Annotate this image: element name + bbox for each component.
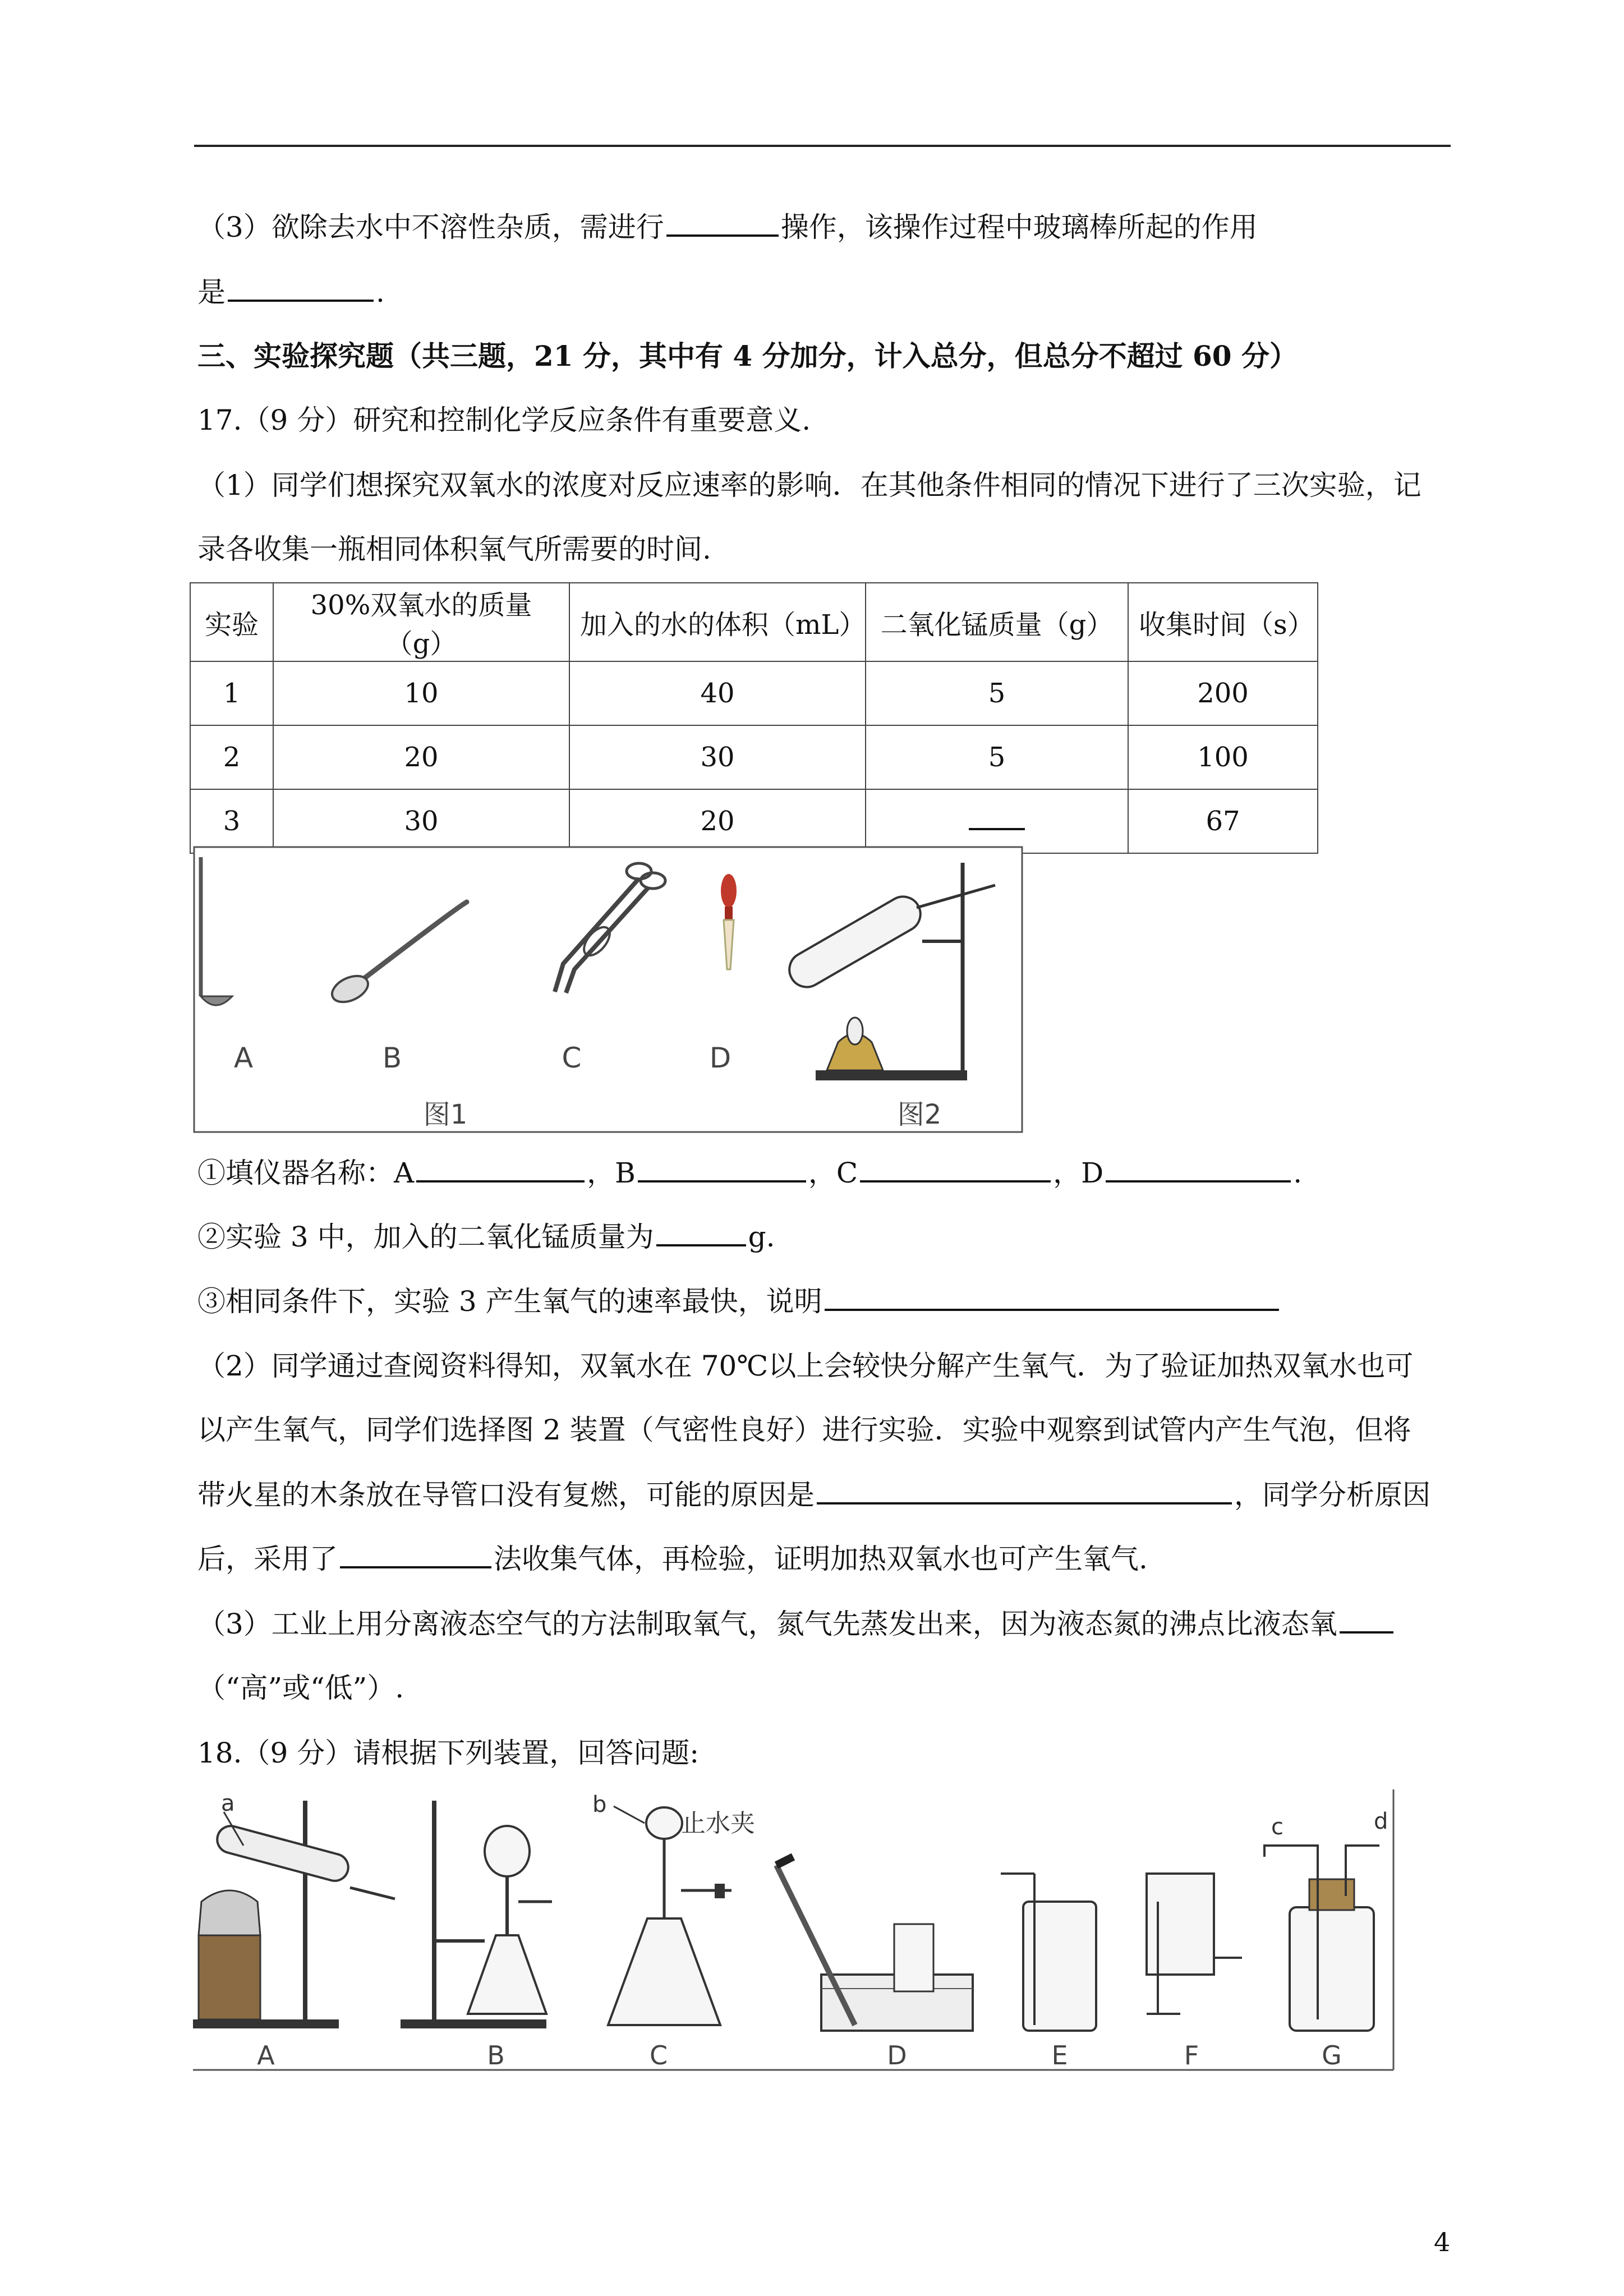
- answer-blank[interactable]: [825, 1283, 1279, 1311]
- q16-part3-line1: [197, 208, 1258, 247]
- q18-stem: 18.（9 分）请根据下列装置，回答问题:: [197, 1737, 700, 1769]
- table-cell: 2: [190, 725, 273, 789]
- table-cell: 200: [1128, 661, 1318, 725]
- table-cell: 30: [569, 725, 866, 789]
- apparatus-e-icon: [1001, 1874, 1096, 2031]
- figure-frame: [194, 847, 1022, 1132]
- text: ①填仪器名称：A: [197, 1157, 415, 1189]
- table-cell: 20: [273, 725, 569, 789]
- part-label: d: [1374, 1809, 1388, 1834]
- text: ，B: [587, 1157, 636, 1189]
- q17-p2-line3: [197, 1475, 1430, 1515]
- text: 是: [197, 276, 226, 309]
- answer-blank[interactable]: [228, 274, 374, 302]
- table-row: [190, 789, 1318, 853]
- table-cell: 5: [866, 661, 1128, 725]
- apparatus-b-icon: [401, 1801, 552, 2028]
- table-header-cell: 收集时间（s）: [1128, 583, 1318, 661]
- table-row: [190, 661, 1318, 725]
- q17-p2-line2: 以产生氧气，同学们选择图 2 装置（气密性良好）进行实验．实验中观察到试管内产生气泡，但将: [197, 1414, 1411, 1446]
- figure-label: A: [233, 1042, 254, 1074]
- figure-label: D: [709, 1042, 732, 1074]
- figure-label: D: [887, 2040, 907, 2070]
- figure-label: C: [562, 1042, 582, 1074]
- figure-label: A: [257, 2040, 275, 2070]
- apparatus-g-icon: [1264, 1809, 1388, 2031]
- text: g.: [748, 1221, 775, 1253]
- text: ，D: [1053, 1157, 1104, 1189]
- figure-label: B: [487, 2040, 505, 2070]
- q17-p1-line2: 录各收集一瓶相同体积氧气所需要的时间.: [197, 533, 711, 565]
- answer-blank[interactable]: [416, 1154, 585, 1182]
- figure-apparatus: [193, 1789, 1396, 2081]
- part-label: a: [221, 1791, 235, 1816]
- page-number: 4: [1434, 2227, 1451, 2257]
- part-label: b: [592, 1792, 607, 1818]
- answer-blank[interactable]: [666, 209, 779, 237]
- table-header-cell: 二氧化锰质量（g）: [866, 583, 1128, 661]
- answer-blank[interactable]: [1340, 1605, 1393, 1634]
- text: 后，采用了: [197, 1543, 338, 1575]
- apparatus-f-icon: [1147, 1874, 1242, 2014]
- table-header-cell: 加入的水的体积（mL）: [569, 583, 866, 661]
- q17-stem: 17.（9 分）研究和控制化学反应条件有重要意义.: [197, 404, 811, 436]
- text: ，C: [808, 1157, 858, 1189]
- text: .: [376, 276, 385, 309]
- answer-blank[interactable]: [656, 1218, 746, 1246]
- table-cell: 67: [1128, 789, 1318, 853]
- q17-p1-line1: （1）同学们想探究双氧水的浓度对反应速率的影响．在其他条件相同的情况下进行了三次实验，记: [197, 469, 1421, 501]
- figure-caption: 图1: [423, 1099, 468, 1130]
- text: 带火星的木条放在导管口没有复燃，可能的原因是: [197, 1479, 815, 1511]
- answer-blank[interactable]: [860, 1154, 1051, 1182]
- q17-p2-line1: （2）同学通过查阅资料得知，双氧水在 70℃以上会较快分解产生氧气．为了验证加热双氧水也可: [197, 1350, 1414, 1382]
- table-header-row: [190, 583, 1318, 661]
- text: ，同学分析原因: [1234, 1479, 1430, 1511]
- section-heading: 三、实验探究题（共三题，21 分，其中有 4 分加分，计入总分，但总分不超过 60 分）: [197, 339, 1298, 372]
- text: （3）工业上用分离液态空气的方法制取氧气，氮气先蒸发出来，因为液态氮的沸点比液态氧: [197, 1608, 1337, 1640]
- figure-1-2: [193, 846, 1023, 1133]
- text: .: [1293, 1157, 1303, 1189]
- table-row: [190, 725, 1318, 789]
- part-label: c: [1271, 1814, 1283, 1840]
- answer-blank[interactable]: [1106, 1154, 1291, 1182]
- table-cell: 10: [273, 661, 569, 725]
- figure-label: G: [1322, 2040, 1342, 2070]
- figure-label: F: [1184, 2040, 1199, 2070]
- text: 法收集气体，再检验，证明加热双氧水也可产生氧气.: [494, 1543, 1148, 1575]
- q17-p3-line1: [197, 1604, 1396, 1644]
- figure-label: C: [649, 2040, 668, 2070]
- figure-caption: 图2: [897, 1099, 942, 1130]
- table-cell-blank[interactable]: [866, 789, 1128, 853]
- apparatus-a-icon: [193, 1791, 395, 2028]
- answer-blank[interactable]: [638, 1154, 806, 1182]
- table-cell: 30: [273, 789, 569, 853]
- table-cell: 3: [190, 789, 273, 853]
- figure-label: E: [1051, 2040, 1068, 2070]
- table-header-cell: 实验: [190, 583, 273, 661]
- experiment-table: [190, 582, 1318, 854]
- header-rule: [194, 145, 1451, 147]
- answer-blank[interactable]: [340, 1540, 491, 1568]
- text: ③相同条件下，实验 3 产生氧气的速率最快，说明: [197, 1285, 822, 1318]
- table-cell: 40: [569, 661, 866, 725]
- text: （3）欲除去水中不溶性杂质，需进行: [197, 211, 664, 243]
- q17-sub3: [197, 1282, 1281, 1321]
- q17-sub2: [197, 1217, 775, 1257]
- table-cell: 5: [866, 725, 1128, 789]
- table-cell: 20: [569, 789, 866, 853]
- clamp-label: 止水夹: [681, 1809, 755, 1838]
- q16-part3-line2: [197, 273, 385, 312]
- q17-p3-line2: （“高”或“低”）.: [197, 1672, 404, 1704]
- q17-sub1: [197, 1153, 1302, 1193]
- table-header-cell: 30%双氧水的质量（g）: [273, 583, 569, 661]
- answer-blank[interactable]: [817, 1476, 1232, 1504]
- answer-blank[interactable]: [969, 811, 1025, 830]
- q17-p2-line4: [197, 1539, 1148, 1579]
- table-cell: 1: [190, 661, 273, 725]
- text: 操作，该操作过程中玻璃棒所起的作用: [780, 211, 1258, 243]
- table-cell: 100: [1128, 725, 1318, 789]
- figure-label: B: [382, 1042, 402, 1074]
- text: ②实验 3 中，加入的二氧化锰质量为: [197, 1221, 654, 1253]
- apparatus-c-icon: [592, 1792, 755, 2025]
- apparatus-d-icon: [776, 1857, 973, 2031]
